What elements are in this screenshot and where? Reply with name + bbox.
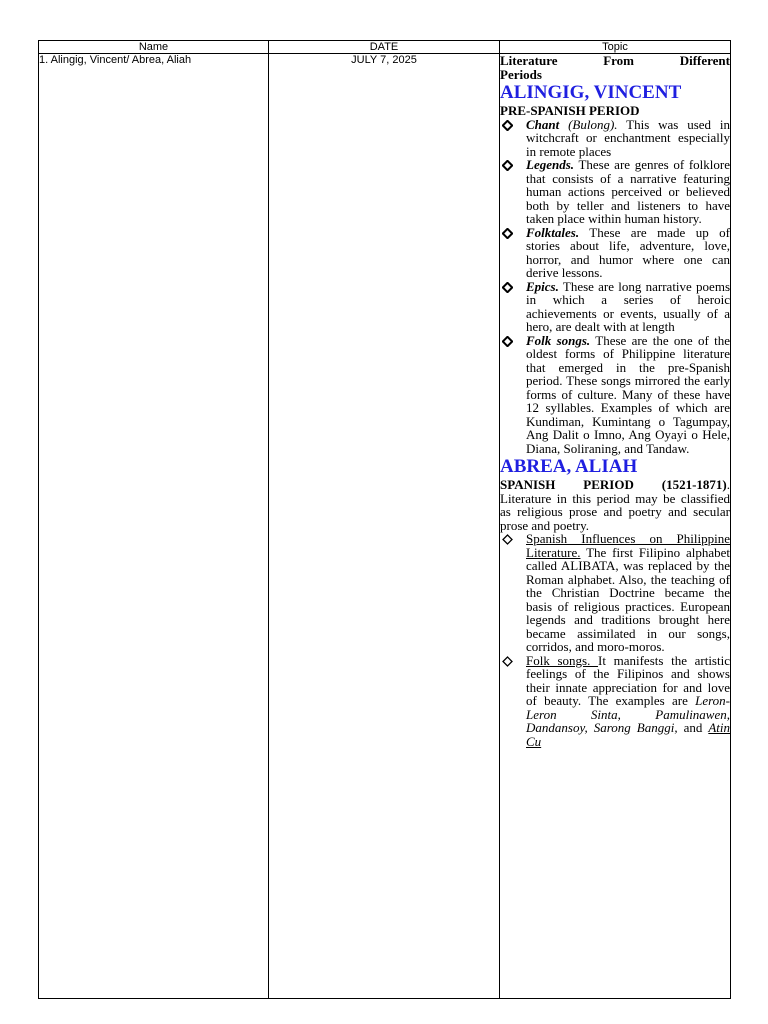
item-text: These are long narrative poems in which a series of heroic achievements or events, usually of a hero, are dealt with at length (526, 278, 730, 334)
cell-name: 1. Alingig, Vincent/ Abrea, Aliah (39, 54, 269, 999)
header-topic: Topic (500, 41, 731, 54)
table-header-row (39, 41, 731, 54)
spanish-list (500, 532, 730, 748)
pre-spanish-list (500, 118, 730, 456)
period-heading-1: PRE-SPANISH PERIOD (500, 103, 640, 118)
list-item (500, 158, 730, 226)
author-heading-2: ABREA, ALIAH (500, 456, 638, 477)
diamond-bullet-icon (502, 226, 516, 239)
item-term: Folk songs. (526, 332, 591, 348)
schedule-table (38, 40, 731, 999)
header-name: Name (39, 41, 269, 54)
period-paragraph-2 (500, 478, 730, 532)
period-end: . (726, 477, 730, 492)
diamond-bullet-icon (502, 158, 516, 171)
example-1: Leron-Leron Sinta, (526, 693, 730, 722)
item-text: These are the one of the oldest forms of Philippine literature that emerged in the pre-Spanish period. These songs mirrored the early forms of culture. Many of these have 12 syllables. Examples of which are Kundiman, Kumintang o Tagumpay, Ang Dalit o Imno, Ang Oyayi o Hele, Diana, Soliraning, and Tandaw. (526, 332, 730, 456)
header-date: DATE (269, 41, 500, 54)
item-term: Folk songs. (526, 652, 599, 668)
item-term-extra: (Bulong). (559, 116, 618, 132)
topic-title-line1: Literature From Different (500, 53, 730, 68)
author-heading-1: ALINGIG, VINCENT (500, 82, 682, 103)
item-term: Folktales. (526, 224, 580, 240)
example-4: Sarong Banggi, (593, 720, 678, 735)
list-item (500, 226, 730, 280)
item-term: Chant (526, 116, 560, 132)
diamond-bullet-icon (502, 654, 516, 667)
item-term: Legends. (526, 157, 575, 172)
item-text: These are genres of folklore that consists of a narrative featuring human actions perceived or believed both by teller and listeners to have taken place within human history. (526, 157, 730, 226)
table-row (39, 54, 731, 999)
item-text: This was used in witchcraft or enchantment especially in remote places (526, 116, 730, 159)
item-text: It manifests the artistic feelings of the Filipinos and shows their innate appreciation for and love of beauty. The examples are (526, 652, 730, 708)
item-term: Epics. (526, 278, 559, 294)
cell-date: JULY 7, 2025 (269, 54, 500, 999)
period-heading-2: SPANISH PERIOD (1521-1871) (500, 477, 727, 492)
list-item (500, 654, 730, 749)
item-term: Spanish Influences on Philippine Literature. (526, 531, 730, 560)
list-item (500, 334, 730, 456)
period-intro: Literature in this period may be classified as religious prose and poetry and secular prose and poetry. (500, 490, 730, 533)
diamond-bullet-icon (502, 280, 516, 293)
list-item (500, 532, 730, 654)
diamond-bullet-icon (502, 118, 516, 131)
diamond-bullet-icon (502, 532, 516, 545)
example-5: Atin Cu (526, 720, 730, 749)
item-text: The first Filipino alphabet called ALIBATA, was replaced by the Roman alphabet. Also, the teaching of the Christian Doctrine became the basis of religious practices. European legends and traditions brought here became assimilated in our songs, corridos, and moro-moros. (526, 544, 730, 654)
cell-topic (500, 54, 731, 999)
diamond-bullet-icon (502, 334, 516, 347)
topic-title-line2: Periods (500, 66, 542, 82)
example-3: Dandansoy, (526, 720, 588, 735)
list-item (500, 118, 730, 159)
item-text: These are made up of stories about life, adventure, love, horror, and humor where one can derive lessons. (526, 224, 730, 280)
list-item (500, 280, 730, 334)
example-2: Pamulinawen, (655, 706, 730, 722)
example-and: and (677, 720, 709, 735)
